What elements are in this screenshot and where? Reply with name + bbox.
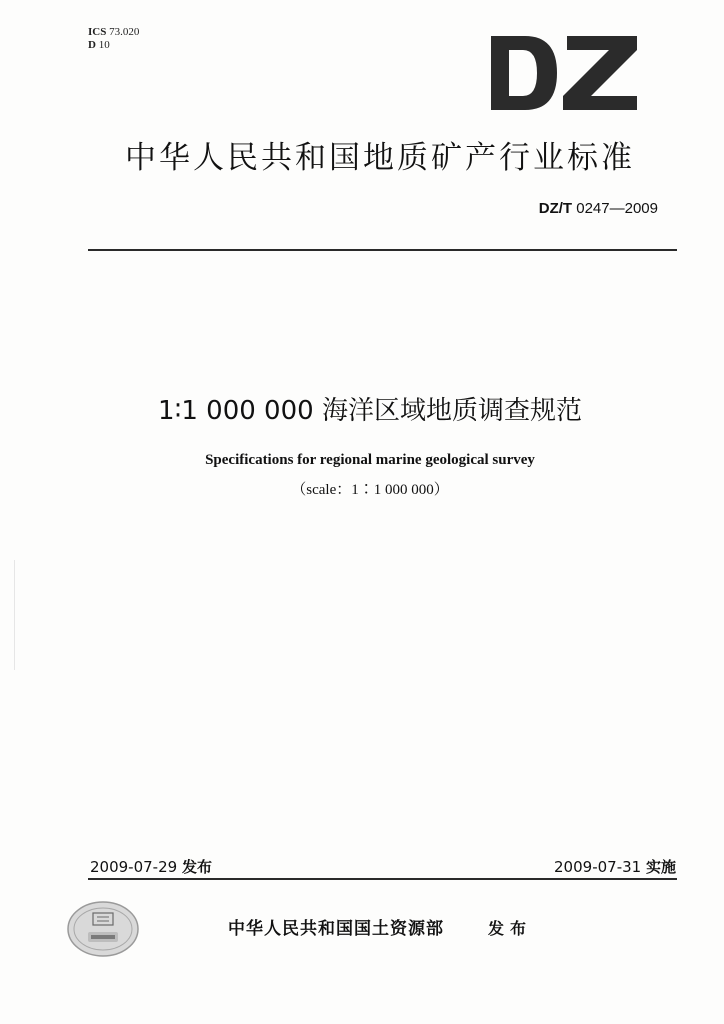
implement-date-line — [554, 856, 676, 877]
dz-logo — [491, 36, 637, 110]
bottom-divider — [88, 878, 677, 880]
implement-suffix: 实施 — [645, 858, 676, 876]
issuer-title: 中华人民共和国地质矿产行业标准 — [125, 140, 635, 176]
classification-codes — [88, 26, 139, 52]
publisher-name: 中华人民共和国国土资源部 — [228, 919, 444, 939]
standard-code-part: 0247—2009 — [576, 200, 658, 217]
standard-code: DZ/T — [538, 200, 573, 217]
issue-date: 2009-07-29 — [90, 858, 178, 876]
standard-number — [539, 200, 658, 217]
issue-date-line — [90, 856, 212, 877]
class-line — [88, 39, 139, 52]
english-scale: （scale：1∶1 000 000） — [291, 482, 449, 498]
english-title: Specifications for regional marine geological survey — [205, 452, 535, 468]
anti-counterfeit-seal-icon — [66, 900, 140, 958]
scan-edge-mark — [14, 560, 15, 670]
ics-line — [88, 26, 139, 39]
issue-suffix: 发布 — [181, 858, 212, 876]
class-code: 10 — [98, 39, 110, 51]
ics-label: ICS — [88, 26, 107, 38]
implement-date: 2009-07-31 — [554, 858, 642, 876]
document-title: 1∶1 000 000 海洋区域地质调查规范 — [158, 396, 582, 426]
class-label: D — [88, 39, 96, 51]
publish-word: 发布 — [488, 919, 533, 938]
top-divider — [88, 249, 677, 251]
ics-code: 73.020 — [109, 26, 140, 38]
